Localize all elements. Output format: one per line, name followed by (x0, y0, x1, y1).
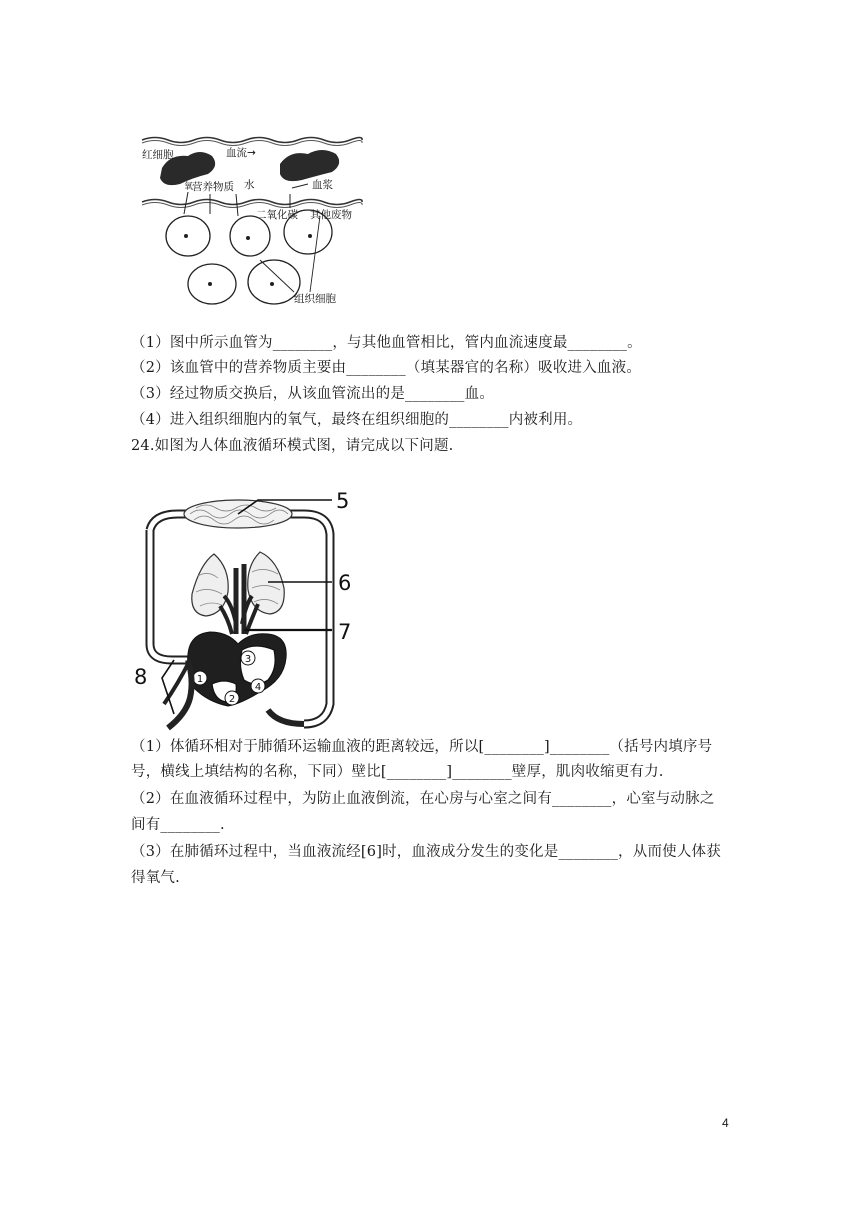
chamber-1-label: 1 (196, 674, 204, 685)
label-6: 6 (338, 571, 352, 595)
chamber-2-label: 2 (228, 694, 236, 705)
label-7: 7 (338, 620, 352, 644)
q24-line-4: 间有________. (131, 817, 225, 833)
q23-item-2: （2）该血管中的营养物质主要由________（填某器官的名称）吸收进入血液。 (131, 360, 642, 376)
circulation-diagram (128, 484, 368, 732)
waste-label: 其他废物 (310, 209, 352, 221)
q23-item-4: （4）进入组织细胞内的氧气，最终在组织细胞的________内被利用。 (131, 412, 583, 428)
q24-line-1: （1）体循环相对于肺循环运输血液的距离较远，所以[________]________（括号内填序号 (131, 739, 713, 755)
flow-label: 血流→ (226, 147, 256, 159)
label-5: 5 (336, 489, 350, 513)
q23-item-3: （3）经过物质交换后，从该血管流出的是________血。 (131, 386, 495, 402)
oxygen-label: 氧 (184, 182, 194, 192)
q24-line-6: 得氧气. (131, 870, 180, 886)
page-number: 4 (722, 1116, 729, 1130)
co2-label: 二氧化碳 (256, 209, 298, 221)
capillary-exchange-figure (140, 132, 365, 312)
tissue-label: 组织细胞 (294, 293, 336, 305)
q24-stem: 24.如图为人体血液循环模式图，请完成以下问题. (131, 438, 454, 454)
q24-line-5: （3）在肺循环过程中，当血液流经[6]时，血液成分发生的变化是________，从而使人体获 (131, 844, 721, 860)
chamber-4-label: 4 (254, 682, 262, 693)
chamber-3-label: 3 (244, 654, 252, 665)
label-8: 8 (134, 665, 148, 689)
q24-line-2: 号，横线上填结构的名称，下同）壁比[________]________壁厚，肌肉收缩更有力. (131, 764, 664, 780)
rbc-label: 红细胞 (142, 149, 174, 161)
q24-line-3: （2）在血液循环过程中，为防止血液倒流，在心房与心室之间有________，心室与动脉之 (131, 791, 715, 807)
water-label: 水 (244, 179, 255, 191)
q23-item-1: （1）图中所示血管为________，与其他血管相比，管内血流速度最________。 (131, 335, 642, 351)
nutrients-label: 营养物质 (192, 181, 234, 193)
plasma-label: 血浆 (312, 179, 333, 191)
